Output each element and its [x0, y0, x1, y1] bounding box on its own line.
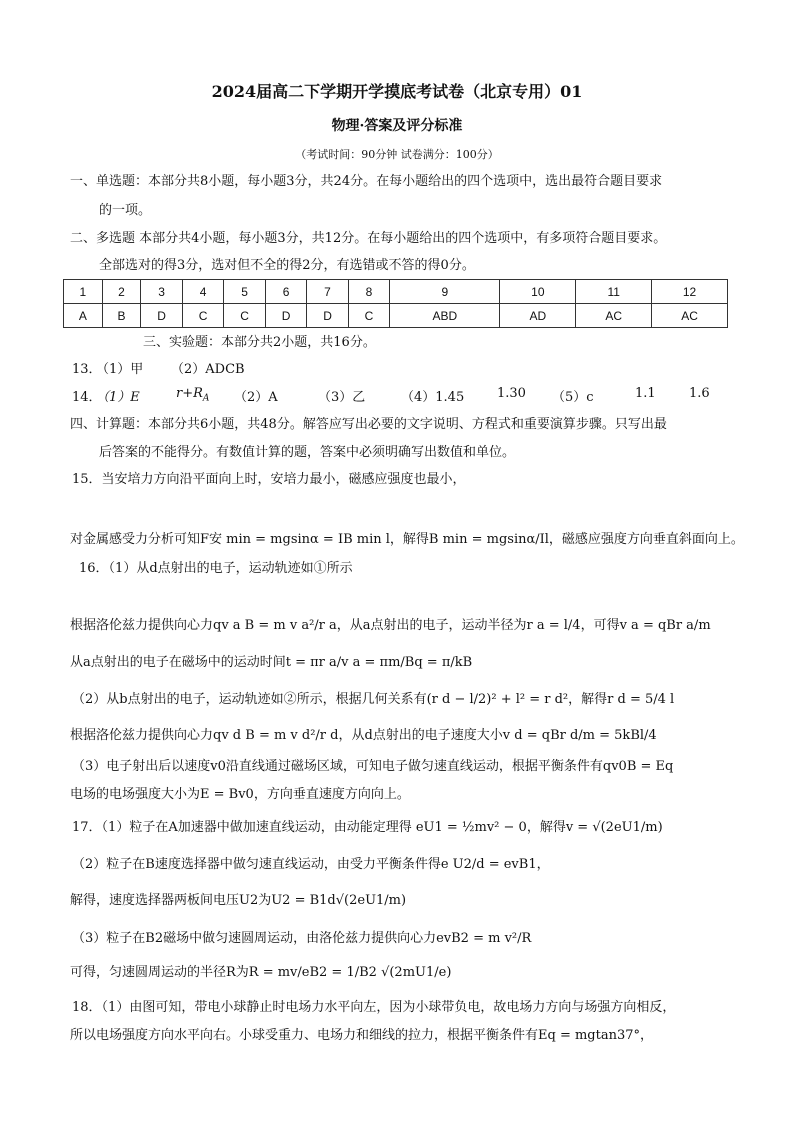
table-cell: 8: [348, 280, 389, 304]
table-cell: A: [64, 304, 103, 328]
q14-part1-answer: [176, 386, 209, 404]
q16-line2: 根据洛伦兹力提供向心力qv a B = m v a²/r a，从a点射出的电子，运动半径为r a = l/4，可得v a = qBr a/m: [70, 618, 711, 633]
q13-part2: （2）ADCB: [171, 362, 245, 377]
q16-line5: 根据洛伦兹力提供向心力qv d B = m v d²/r d，从d点射出的电子速度大小v d = qBr d/m = 5kBl/4: [70, 728, 657, 743]
q14-part4: （4）1.45: [401, 390, 465, 405]
section4-line1: 四、计算题：本部分共6小题，共48分。解答应写出必要的文字说明、方程式和重要演算步骤。只写出最: [70, 417, 667, 432]
table-cell: 6: [265, 280, 306, 304]
table-cell: AC: [576, 304, 652, 328]
q13-part1: （1）甲: [96, 362, 144, 377]
q18-line1: 18．（1）由图可知，带电小球静止时电场力水平向左，因为小球带负电，故电场力方向与场强方向相反，: [72, 1000, 676, 1015]
table-cell: C: [182, 304, 223, 328]
answer-table: [63, 279, 728, 328]
table-cell: 7: [307, 280, 348, 304]
q17-line1: 17．（1）粒子在A加速器中做加速直线运动，由动能定理得 eU1 = ½mv² − 0，解得v = √(2eU1/m): [72, 820, 663, 835]
q14-number: 14．: [72, 390, 102, 405]
q16-line6: （3）电子射出后以速度v0沿直线通过磁场区域，可知电子做匀速直线运动，根据平衡条件有qv0B = Eq: [72, 759, 674, 774]
q14-part4-answer: 1.30: [497, 386, 526, 401]
q14-part1: （1）E: [96, 390, 140, 405]
q14-part5: （5）c: [552, 390, 594, 405]
q18-line2: 所以电场强度方向水平向右。小球受重力、电场力和细线的拉力，根据平衡条件有Eq = mgtan37°，: [70, 1028, 654, 1043]
section2-line1: 二、多选题 本部分共4小题，每小题3分，共12分。在每小题给出的四个选项中，有多项符合题目要求。: [70, 231, 667, 246]
table-cell: 12: [652, 280, 728, 304]
q15-line1: 15．当安培力方向沿平面向上时，安培力最小，磁感应强度也最小，: [72, 472, 466, 487]
section4-line2: 后答案的不能得分。有数值计算的题，答案中必须明确写出数值和单位。: [99, 445, 516, 460]
page-subtitle: 物理·答案及评分标准: [331, 118, 463, 134]
table-cell: 9: [390, 280, 500, 304]
section1-line2: 的一项。: [99, 203, 152, 218]
table-cell: C: [348, 304, 389, 328]
table-cell: 11: [576, 280, 652, 304]
q14-part2: （2）A: [234, 390, 278, 405]
q17-line4: （3）粒子在B2磁场中做匀速圆周运动，由洛伦兹力提供向心力evB2 = m v²/R: [72, 931, 532, 946]
q16-line4: （2）从b点射出的电子，运动轨迹如②所示，根据几何关系有(r d − l/2)² + l² = r d²，解得r d = 5/4 l: [72, 692, 675, 707]
q16-line3: 从a点射出的电子在磁场中的运动时间t = πr a/v a = πm/Bq = π/kB: [70, 655, 473, 670]
q16-line7: 电场的电场强度大小为E = Bv0，方向垂直速度方向向上。: [70, 787, 410, 802]
section1-line1: 一、单选题：本部分共8小题，每小题3分，共24分。在每小题给出的四个选项中，选出最符合题目要求: [70, 174, 663, 189]
table-cell: B: [102, 304, 141, 328]
table-cell: 5: [224, 280, 265, 304]
q14-part5-answer2: 1.6: [689, 386, 710, 401]
table-cell: 10: [500, 280, 576, 304]
q14-part5-answer1: 1.1: [635, 386, 656, 401]
table-cell: D: [307, 304, 348, 328]
answer-table-number-row: [64, 280, 728, 304]
q16-line1: 16．（1）从d点射出的电子，运动轨迹如①所示: [79, 561, 353, 576]
table-cell: 1: [64, 280, 103, 304]
q15-line2: 对金属感受力分析可知F安 min = mgsinα = IB min l，解得B min = mgsinα/Il，磁感应强度方向垂直斜面向上。: [70, 532, 744, 547]
table-cell: D: [141, 304, 182, 328]
answer-table-answer-row: [64, 304, 728, 328]
table-cell: ABD: [390, 304, 500, 328]
table-cell: D: [265, 304, 306, 328]
q17-line2: （2）粒子在B速度选择器中做匀速直线运动，由受力平衡条件得e U2/d = evB1，: [72, 857, 550, 872]
table-cell: 3: [141, 280, 182, 304]
exam-note: （考试时间：90分钟 试卷满分：100分）: [295, 148, 499, 161]
table-cell: AC: [652, 304, 728, 328]
q14-part1-answer-text: r+R: [176, 386, 203, 401]
table-cell: 2: [102, 280, 141, 304]
table-cell: AD: [500, 304, 576, 328]
table-cell: 4: [182, 280, 223, 304]
q17-line5: 可得，匀速圆周运动的半径R为R = mv/eB2 = 1/B2 √(2mU1/e): [70, 965, 452, 980]
q14-part1-subscript: A: [202, 393, 210, 404]
section3-heading: 三、实验题：本部分共2小题，共16分。: [143, 335, 376, 350]
q14-part3: （3）乙: [318, 390, 366, 405]
q17-line3: 解得，速度选择器两板间电压U2为U2 = B1d√(2eU1/m): [70, 893, 407, 908]
section2-line2: 全部选对的得3分，选对但不全的得2分，有选错或不答的得0分。: [99, 258, 475, 273]
page-title: 2024届高二下学期开学摸底考试卷（北京专用）01: [211, 82, 583, 101]
table-cell: C: [224, 304, 265, 328]
q13-number: 13．: [72, 362, 102, 377]
